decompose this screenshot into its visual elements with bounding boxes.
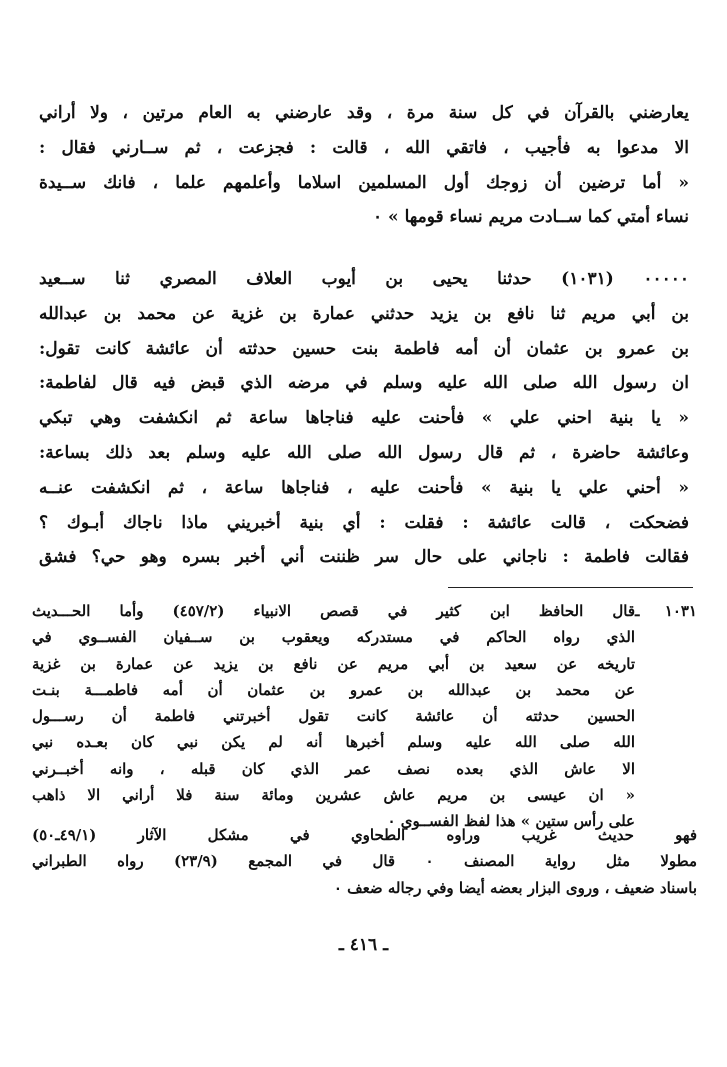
footnote-line: ١٠٣١ ـقال الحافظ ابن كثير في قصص الانبياء (٤٥٧/٢) وأما الحـــديث [32,598,697,624]
footnote-number: ١٠٣١ ـ [635,602,697,620]
text-line: بن أبي مريم ثنا نافع بن يزيد حدثني عمارة بن غزية عن محمد بن عبدالله [39,303,689,324]
text-line: يعارضني بالقرآن في كل سنة مرة ، وقد عارضني به العام مرتين ، ولا أراني [39,103,689,123]
text-line: « أما ترضين أن زوجك أول المسلمين اسلاما وأعلمهم علما ، فانك ســيدة [39,172,689,193]
text-line: بن عمرو بن عثمان أن أمه فاطمة بنت حسين حدثته أن عائشة كانت تقول: [39,338,689,359]
paragraph-2 [39,262,689,575]
footnote-continuation [32,822,697,901]
footnote-line: على رأس ستين » هذا لفظ الفســوي ٠ [387,812,635,831]
footnote-line: فهو حديث غريب وراوه الطحاوي في مشكل الآثار (٤٩/١ـ٥٠) [32,826,697,844]
footnote-line: الله صلى الله عليه وسلم أخبرها أنه لم يكن نبي كان بعـده نبي [32,733,635,752]
footnote-line: عن محمد بن عبدالله بن عمرو بن عثمان أن أمه فاطمـــة بنـت [32,680,635,699]
text-line: نساء أمتي كما ســادت مريم نساء قومها » ٠ [372,207,689,228]
footnote-line: الحسين حدثته أن عائشة كانت تقول أخبرتني فاطمة أن رســـول [32,707,635,726]
paragraph-1 [39,96,689,235]
page-number: ـ ٤١٦ ـ [338,935,389,955]
text-line: فضحكت ، قالت عائشة : فقلت : أي بنية أخبريني ماذا ناجاك أبـوك ؟ [39,512,689,533]
footnote [32,598,697,835]
text-line: « يا بنية احني علي » فأحنت عليه فناجاها ساعة ثم انكشفت وهي تبكي [39,408,689,429]
footnote-line: تاريخه عن سعيد بن أبي مريم عن نافع بن يزيد عن عمارة بن غزية [32,654,635,673]
footnote-line: « ان عيسى بن مريم عاش عشرين ومائة سنة فلا أراني الا ذاهب [32,786,635,805]
text-line: فقالت فاطمة : ناجاني على حال سر ظننت أني أخبر بسره وهو حي؟ فشق [39,547,689,568]
footnote-line: الا عاش الذي بعده نصف عمر الذي كان قبله ، وانه أخبــرني [32,759,635,778]
text-line: ان رسول الله صلى الله عليه وسلم في مرضه الذي قبض فيه قال لفاطمة: [39,373,689,394]
text-line: « أحني علي يا بنية » فأحنت عليه ، فناجاها ساعة ، ثم انكشفت عنــه [39,477,689,498]
text-line: ٠٠٠٠٠ (١٠٣١) حدثنا يحيى بن أيوب العلاف المصري ثنا ســعيد [39,269,689,289]
text-line: وعائشة حاضرة ، ثم قال رسول الله صلى الله عليه وسلم بعد ذلك بساعة: [39,442,689,463]
footnote-divider [448,587,693,588]
footnote-line: باسناد ضعيف ، وروى البزار بعضه أيضا وفي رجاله ضعف ٠ [333,878,697,897]
text-line: الا مدعوا به فأجيب ، فاتقي الله ، قالت : فجزعت ، ثم ســارني فقال : [39,137,689,158]
footnote-line: مطولا مثل رواية المصنف ٠ قال في المجمع (٢٣/٩) رواه الطبراني [32,852,697,871]
footnote-line: الذي رواه الحاكم في مستدركه ويعقوب بن ســفيان الفســوي في [32,628,635,647]
